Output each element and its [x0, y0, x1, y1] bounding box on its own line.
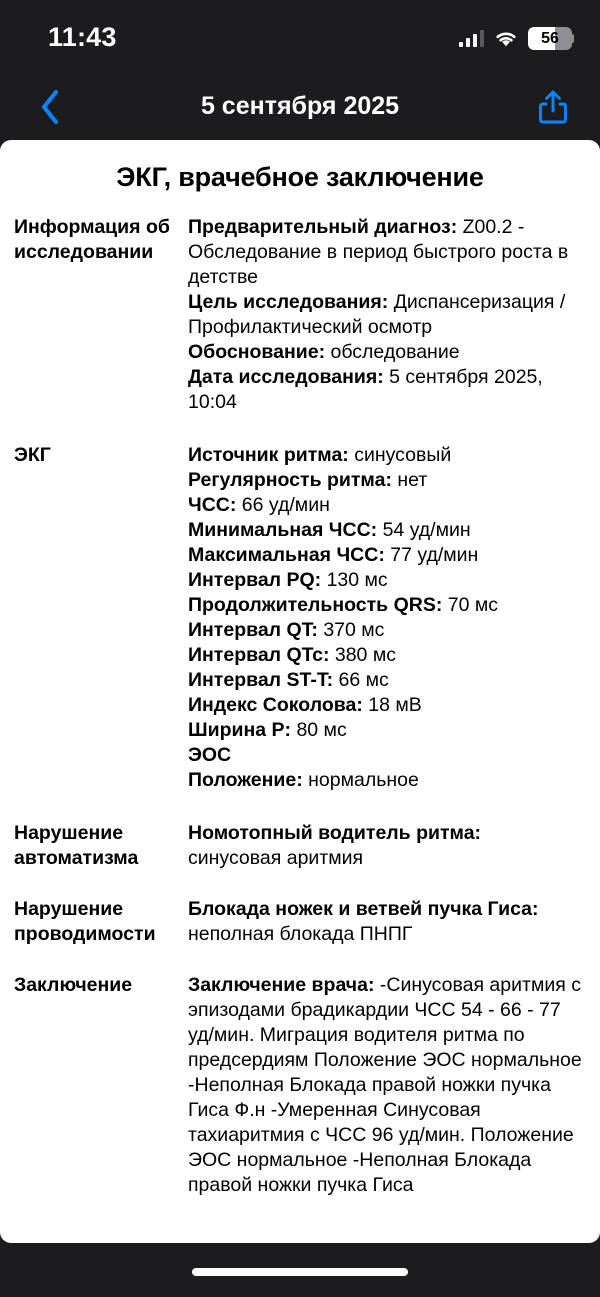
field-value: 77 уд/мин [384, 544, 479, 566]
status-bar-indicators [459, 24, 575, 52]
field-key: Регулярность ритма: [188, 469, 392, 491]
section-body [188, 973, 586, 1198]
field-key: Предварительный диагноз: [188, 216, 463, 238]
status-bar-time: 11:43 [48, 22, 117, 52]
report-card [0, 140, 600, 1243]
page-title: ЭКГ, врачебное заключение [116, 162, 484, 192]
field-bundle-branch-block-value: неполная блокада ПНПГ [188, 923, 413, 945]
field-preliminary-diagnosis [188, 216, 568, 288]
navigation-title: 5 сентября 2025 [200, 92, 400, 120]
section-label: Информация об исследовании [14, 216, 170, 263]
field-axis-position [188, 769, 419, 791]
section-conduction-disorder [0, 897, 600, 947]
field-value: 70 мс [442, 594, 499, 616]
field-key: Ширина P: [188, 719, 292, 741]
field-qtc-interval [188, 644, 396, 666]
field-value: 66 уд/мин [236, 494, 330, 516]
field-doctor-conclusion [188, 974, 582, 1196]
field-key: Интервал QT: [188, 619, 318, 641]
share-button[interactable] [528, 84, 578, 130]
field-key: Максимальная ЧСС: [188, 544, 385, 566]
field-value: 80 мс [291, 719, 347, 741]
field-value: нет [391, 469, 428, 491]
home-indicator[interactable] [192, 1268, 408, 1276]
field-nomotopic-pacemaker [188, 822, 481, 844]
battery-percent-label: 56 [541, 29, 559, 47]
field-value: 18 мВ [362, 694, 422, 716]
section-body [188, 443, 586, 793]
field-key: Блокада ножек и ветвей пучка Гиса: [188, 898, 539, 920]
field-value: Диспансеризация / Профилактический осмотр [188, 291, 566, 338]
field-qt-interval [188, 619, 384, 641]
field-nomotopic-pacemaker-value: синусовая аритмия [188, 847, 364, 869]
section-body [188, 897, 586, 947]
field-key: Интервал QTc: [188, 644, 330, 666]
field-sokolow-index [188, 694, 422, 716]
field-rhythm-regularity [188, 469, 427, 491]
field-bundle-branch-block [188, 898, 539, 920]
field-justification [188, 341, 460, 363]
battery-icon [528, 27, 572, 50]
status-bar [0, 0, 600, 72]
field-p-width [188, 719, 347, 741]
field-rhythm-source [188, 444, 451, 466]
field-value: -Синусовая аритмия с эпизодами брадикардии ЧСС 54 - 66 - 77 уд/мин. Миграция водителя ритма по предсердиям Положение ЭОС нормальное -Неполная Блокада правой ножки пучка Гиса Ф.н -Умеренная Синусовая тахиаритмия с ЧСС 96 уд/мин. Положение ЭОС нормальное -Неполная Блокада правой ножки пучка Гиса [188, 974, 582, 1196]
field-min-heart-rate [188, 519, 471, 541]
section-ecg [0, 443, 600, 793]
field-value: 54 уд/мин [377, 519, 471, 541]
field-heart-rate [188, 494, 330, 516]
field-study-purpose [188, 291, 565, 338]
field-key: Интервал ST-T: [188, 669, 334, 691]
field-value: обследование [330, 341, 460, 363]
section-body [188, 215, 586, 415]
field-key: Индекс Соколова: [188, 694, 363, 716]
field-value: синусовый [348, 444, 452, 466]
field-key: ЭОС [188, 744, 232, 766]
field-value: Z00.2 - Обследование в период быстрого роста в детстве [188, 216, 569, 288]
field-key: Положение: [188, 769, 303, 791]
field-key: Минимальная ЧСС: [188, 519, 378, 541]
field-study-date [188, 366, 543, 413]
field-key: Заключение врача: [188, 974, 375, 996]
cellular-signal-icon [459, 30, 485, 47]
field-value: 370 мс [317, 619, 385, 641]
battery-indicator [528, 27, 574, 50]
field-qrs-duration [188, 594, 498, 616]
navigation-bar [0, 72, 600, 140]
section-study-information [0, 215, 600, 415]
section-automatism-disorder [0, 821, 600, 871]
field-key: Источник ритма: [188, 444, 349, 466]
field-st-t-interval [188, 669, 389, 691]
field-pq-interval [188, 569, 388, 591]
field-key: ЧСС: [188, 494, 237, 516]
field-key: Цель исследования: [188, 291, 389, 313]
section-label: Нарушение автоматизма [14, 822, 139, 869]
field-max-heart-rate [188, 544, 478, 566]
field-key: Интервал PQ: [188, 569, 322, 591]
section-conclusion [0, 973, 600, 1198]
section-label: Нарушение проводимости [14, 898, 156, 945]
field-electrical-axis [188, 744, 231, 766]
field-value: 380 мс [329, 644, 396, 666]
field-value: 66 мс [333, 669, 389, 691]
field-value: 5 сентября 2025, 10:04 [188, 366, 543, 413]
section-body [188, 821, 586, 871]
section-label: ЭКГ [14, 444, 51, 466]
share-icon [536, 87, 570, 127]
field-key: Дата исследования: [188, 366, 390, 388]
section-label: Заключение [14, 974, 133, 996]
wifi-icon [493, 29, 519, 48]
field-key: Продолжительность QRS: [188, 594, 443, 616]
field-key: Обоснование: [188, 341, 331, 363]
field-key: Номотопный водитель ритма: [188, 822, 482, 844]
field-value: нормальное [302, 769, 419, 791]
field-value: 130 мс [321, 569, 388, 591]
